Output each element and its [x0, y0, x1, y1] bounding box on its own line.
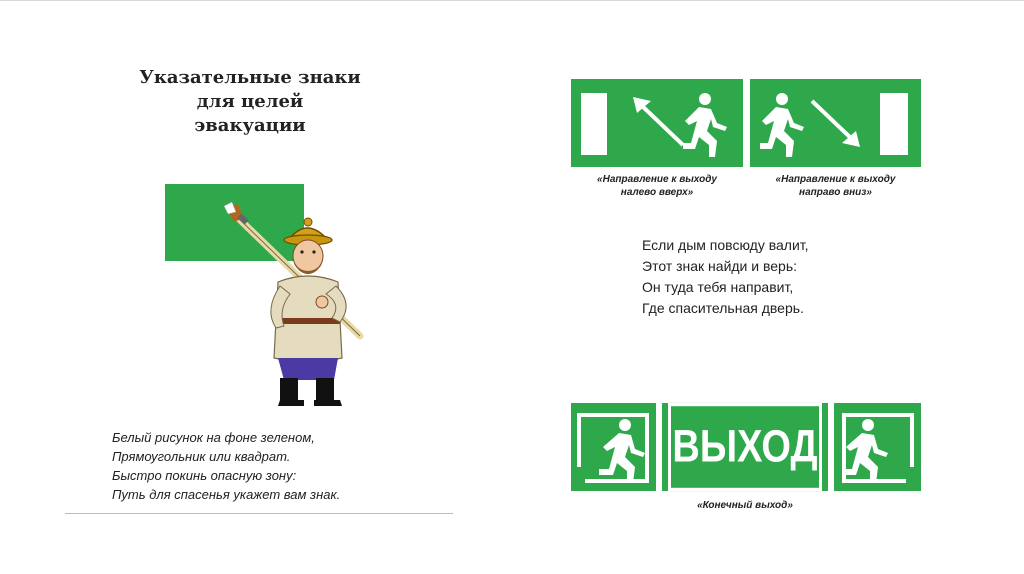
sign-exit-down-right — [750, 79, 921, 167]
caption-line: «Направление к выходу — [775, 174, 896, 185]
left-poem-line: Белый рисунок на фоне зеленом, — [112, 430, 315, 445]
sign-exit-door-left — [571, 403, 656, 491]
left-poem-line: Путь для спасенья укажет вам знак. — [112, 487, 341, 502]
right-poem-line: Если дым повсюду валит, — [642, 237, 809, 253]
caption-final-exit — [662, 499, 828, 512]
running-man-exit-door-icon — [834, 403, 921, 491]
slide-top-border — [0, 0, 1024, 1]
title-line-3: эвакуации — [194, 115, 306, 136]
title-line-2: для целей — [196, 91, 304, 112]
running-man-up-left-arrow-icon — [571, 79, 743, 167]
left-page-divider — [65, 513, 453, 514]
caption-line: налево вверх» — [620, 187, 694, 198]
caption-line: направо вниз» — [799, 187, 872, 198]
left-page-title — [100, 66, 400, 138]
caption-up-left — [571, 173, 743, 199]
left-poem-line: Прямоугольник или квадрат. — [112, 449, 291, 464]
caption-line: «Направление к выходу — [597, 174, 717, 185]
right-poem — [642, 235, 902, 319]
left-poem-line: Быстро покинь опасную зону: — [112, 468, 297, 483]
title-line-1: Указательные знаки — [139, 67, 361, 88]
sign-exit-word — [662, 403, 828, 491]
caption-line: «Конечный выход» — [697, 500, 793, 511]
right-poem-line: Этот знак найди и верь: — [642, 258, 798, 274]
running-man-exit-door-icon — [571, 403, 656, 491]
exit-word-frame — [668, 403, 822, 492]
right-poem-line: Он туда тебя направит, — [642, 279, 794, 295]
sign-exit-up-left — [571, 79, 743, 167]
exit-word-text: ВЫХОД — [672, 421, 818, 472]
sign-exit-door-right — [834, 403, 921, 491]
left-poem — [112, 428, 442, 504]
caption-down-right — [750, 173, 921, 199]
fireman-character-illustration — [222, 200, 372, 410]
running-man-down-right-arrow-icon — [750, 79, 921, 167]
right-poem-line: Где спасительная дверь. — [642, 300, 804, 316]
